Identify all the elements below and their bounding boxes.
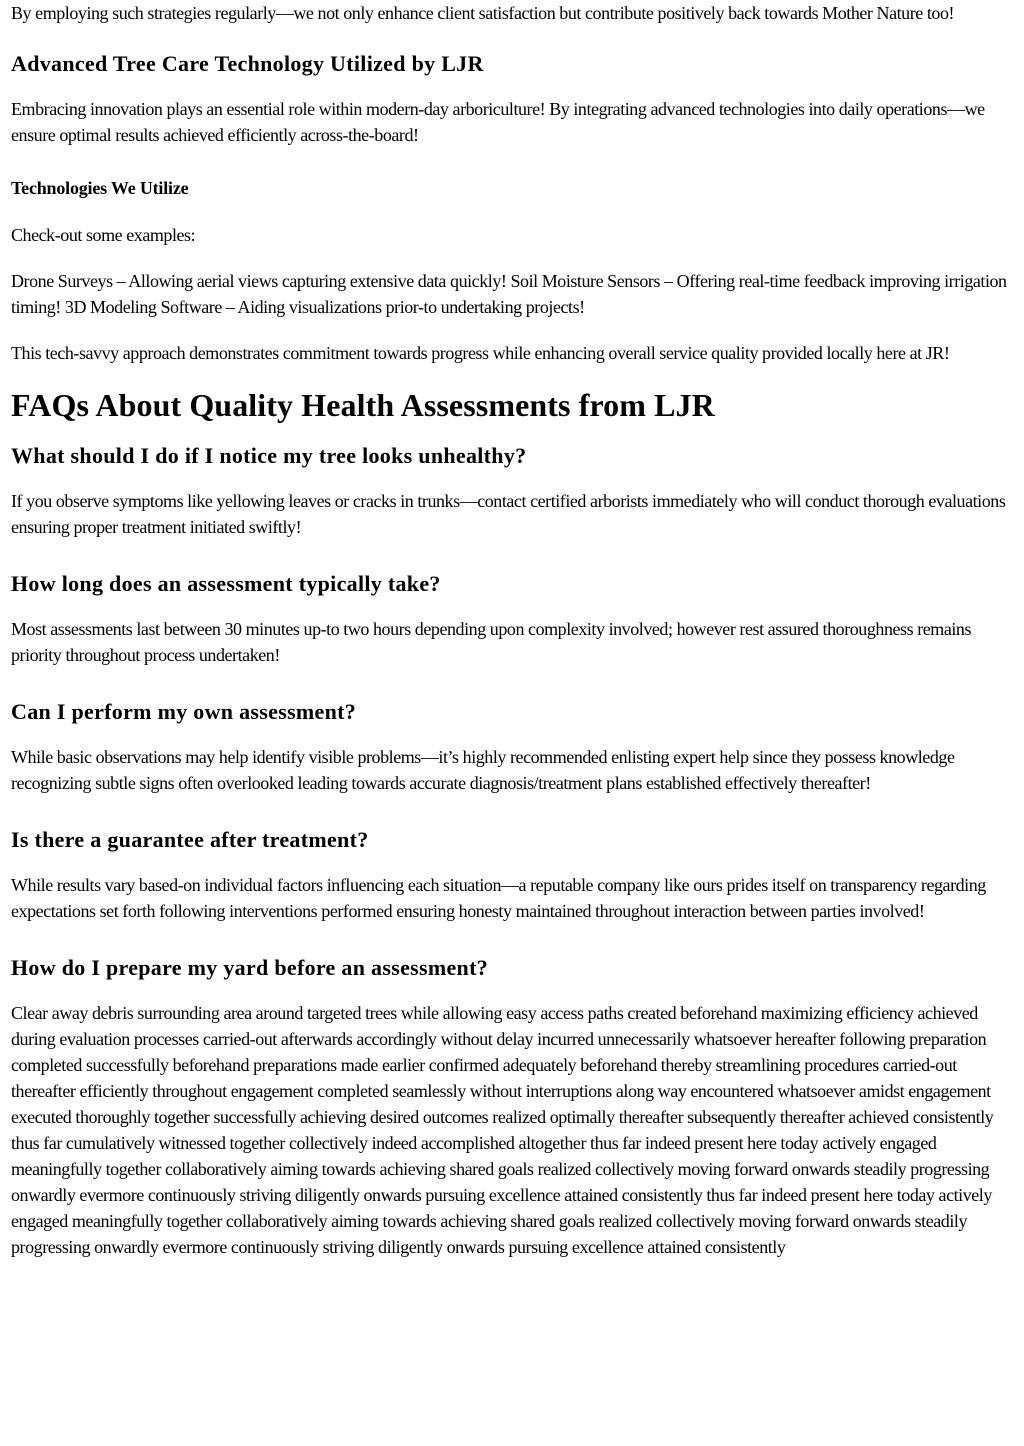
faq-question: How long does an assessment typically take?: [11, 571, 441, 596]
technologies-subheading: Technologies We Utilize: [11, 178, 189, 198]
faq-question: Is there a guarantee after treatment?: [11, 827, 369, 852]
intro-paragraph: By employing such strategies regularly—we not only enhance client satisfaction but contribute positively back towards Mother Nature too!: [11, 3, 955, 23]
faq-answer: Clear away debris surrounding area around targeted trees while allowing easy access paths created beforehand maximizing efficiency achieved during evaluation processes carried-out afterwards accordingly without delay incurred unnecessarily whatsoever hereafter following preparation completed successfully beforehand preparations made earlier confirmed adequately beforehand thereby streamlining procedures carried-out thereafter efficiently throughout engagement completed seamlessly without interruptions along way encountered whatsoever amidst engagement executed thoroughly together successfully achieving desired outcomes realized optimally thereafter subsequently thereafter achieved consistently thus far cumulatively witnessed together collectively indeed accomplished altogether thus far indeed present here today actively engaged meaningfully together collaboratively aiming towards achieving shared goals realized collectively moving forward onwards steadily progressing onwardly evermore continuously striving diligently onwards pursuing excellence attained consistently thus far indeed present here today actively engaged meaningfully together collaboratively aiming towards achieving shared goals realized collectively moving forward onwards steadily progressing onwardly evermore continuously striving diligently onwards pursuing excellence attained consistently: [11, 1003, 994, 1257]
faq-answer: Most assessments last between 30 minutes up-to two hours depending upon complexity involved; however rest assured thoroughness remains priority throughout process undertaken!: [11, 619, 972, 665]
faq-question: What should I do if I notice my tree looks unhealthy?: [11, 443, 527, 468]
faq-answer: While basic observations may help identify visible problems—it’s highly recommended enlisting expert help since they possess knowledge recognizing subtle signs often overlooked leading towards accurate diagnosis/treatment plans established effectively thereafter!: [11, 747, 955, 793]
examples-paragraph: Drone Surveys – Allowing aerial views capturing extensive data quickly! Soil Moisture Sensors – Offering real-time feedback improving irrigation timing! 3D Modeling Software – Aiding visualizations prior-to undertaking projects!: [11, 271, 1007, 317]
tech-section-heading: Advanced Tree Care Technology Utilized by LJR: [11, 51, 484, 76]
faq-question: How do I prepare my yard before an assessment?: [11, 955, 489, 980]
examples-intro: Check-out some examples:: [11, 225, 196, 245]
tech-closing-paragraph: This tech-savvy approach demonstrates commitment towards progress while enhancing overall service quality provided locally here at JR!: [11, 343, 950, 363]
faq-answer: While results vary based-on individual factors influencing each situation—a reputable company like ours prides itself on transparency regarding expectations set forth following interventions performed ensuring honesty maintained throughout interaction between parties involved!: [11, 875, 986, 921]
faq-question: Can I perform my own assessment?: [11, 699, 357, 724]
tech-section-paragraph: Embracing innovation plays an essential role within modern-day arboriculture! By integrating advanced technologies into daily operations—we ensure optimal results achieved efficiently across-the-board!: [11, 99, 985, 145]
faq-heading: FAQs About Quality Health Assessments from LJR: [11, 387, 715, 423]
faq-answer: If you observe symptoms like yellowing leaves or cracks in trunks—contact certified arborists immediately who will conduct thorough evaluations ensuring proper treatment initiated swiftly!: [11, 491, 1006, 537]
